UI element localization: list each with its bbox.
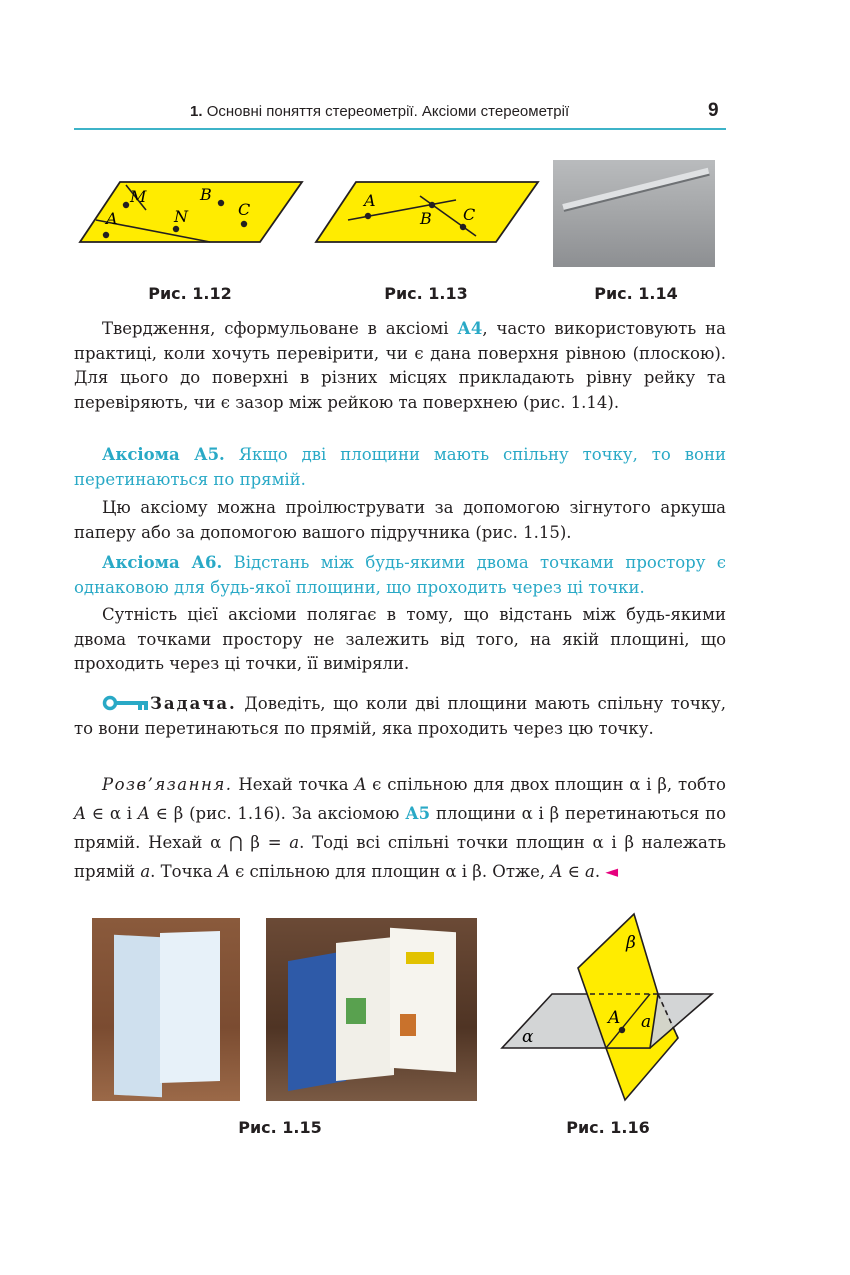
var-line-a-1: a: [289, 833, 300, 852]
solution-s3: ∈ α і: [85, 804, 138, 823]
figure-1-15-folder-photo: [92, 918, 240, 1101]
key-icon: [102, 695, 150, 711]
caption-fig-1-16: Рис. 1.16: [566, 1118, 650, 1137]
axiom-a6: [74, 551, 726, 600]
label-b: B: [200, 185, 212, 204]
var-a-point-4: A: [217, 862, 230, 881]
var-a-point-1: A: [354, 775, 367, 794]
caption-fig-1-13: Рис. 1.13: [384, 284, 468, 303]
var-a-point-2: A: [74, 804, 86, 823]
solution-s7: . Точка: [150, 862, 218, 881]
label-m: M: [130, 187, 147, 206]
label-b: B: [420, 209, 432, 228]
p1-text-1: Твердження, сформульоване в аксіомі: [102, 319, 458, 338]
page-number: 9: [708, 100, 719, 121]
point-a: [103, 232, 109, 238]
figure-1-12-diagram: [78, 180, 304, 246]
caption-fig-1-12: Рис. 1.12: [148, 284, 232, 303]
point-b: [218, 200, 224, 206]
task-text: Доведіть, що коли дві площини мають спільну точку, то вони перетинаються по прямій, яка проходить через цю точку.: [74, 694, 726, 738]
label-c: C: [463, 205, 476, 224]
solution-block: [74, 770, 726, 886]
label-line-a: a: [641, 1012, 652, 1032]
caption-fig-1-14: Рис. 1.14: [594, 284, 678, 303]
solution-s6: . Тоді всі спільні точки площин α і β належать прямій: [74, 833, 726, 881]
running-header: [190, 103, 630, 120]
solution-s8: є спільною для площин α і β. Отже,: [229, 862, 551, 881]
chapter-number: 1.: [190, 103, 203, 120]
solution-s5: площини α і β перетинаються по прямій. Нехай α ⋂ β =: [74, 804, 726, 852]
axiom-a5-name: Аксіома А5.: [102, 445, 225, 464]
label-point-a: A: [608, 1008, 621, 1028]
task-label: Задача.: [150, 694, 237, 713]
axiom-ref-a5: А5: [405, 804, 431, 823]
axiom-a6-text: Відстань між будь-якими двома точками простору є однаковою для будь-якої площини, що проходить через ці точки.: [74, 553, 727, 597]
var-line-a-2: a: [140, 862, 151, 881]
axiom-ref-a4: А4: [457, 319, 483, 338]
book-highlight: [406, 952, 434, 964]
figure-1-14-photo: [553, 160, 715, 267]
paragraph-essence: [74, 603, 726, 677]
label-c: C: [238, 200, 251, 219]
var-line-a-3: a: [585, 862, 595, 881]
end-of-solution-mark: ◄: [605, 862, 619, 881]
solution-s9: ∈: [562, 862, 586, 881]
var-a-point-3: A: [137, 804, 150, 823]
solution-s1: Нехай точка: [232, 775, 355, 794]
chapter-title: Основні поняття стереометрії. Аксіоми стереометрії: [206, 103, 570, 120]
label-a: A: [364, 191, 376, 210]
point-m: [123, 202, 129, 208]
folder-right-panel: [160, 931, 220, 1083]
p1-text-2: , часто використовують на практиці, коли хочуть перевірити, чи є дана поверхня рівною (плоскою). Для цього до поверхні в різних місцях прикладають рівну рейку та перевіряють, чи є зазор між рейкою та поверхнею (рис. 1.14).: [74, 319, 727, 412]
solution-s2: є спільною для двох площин α і β, тобто: [366, 775, 726, 794]
point-a: [365, 213, 371, 219]
task-block: [74, 692, 726, 741]
solution-s10: .: [594, 862, 601, 881]
axiom-a6-name: Аксіома А6.: [102, 553, 223, 572]
label-a: A: [106, 209, 118, 228]
paragraph-a4-practice: [74, 317, 726, 415]
axiom-a5: [74, 443, 726, 492]
figure-1-15-book-photo: [266, 918, 477, 1101]
solution-label: Розв’язання.: [102, 775, 233, 794]
book-illustration: [400, 1014, 416, 1036]
var-a-point-5: A: [550, 862, 563, 881]
label-beta: β: [626, 933, 636, 953]
book-page-right: [390, 928, 456, 1073]
rail-bar: [562, 168, 709, 210]
label-alpha: α: [522, 1027, 534, 1047]
caption-fig-1-15: Рис. 1.15: [238, 1118, 322, 1137]
figure-1-16-diagram: [500, 912, 715, 1102]
solution-s4: ∈ β (рис. 1.16). За аксіомою: [149, 804, 406, 823]
header-rule: [74, 128, 726, 130]
book-illustration: [346, 998, 366, 1024]
folder-left-panel: [114, 935, 162, 1098]
paragraph-illustration: [74, 496, 726, 545]
point-c: [241, 221, 247, 227]
figure-1-13-diagram: [314, 180, 540, 246]
p2-text: Цю аксіому можна проілюструвати за допомогою зігнутого аркуша паперу або за допомогою вашого підручника (рис. 1.15).: [74, 498, 726, 542]
point-n: [173, 226, 179, 232]
axiom-a5-text: Якщо дві площини мають спільну точку, то вони перетинаються по прямій.: [74, 445, 726, 489]
label-n: N: [174, 207, 188, 226]
point-c: [460, 224, 466, 230]
point-b: [429, 202, 435, 208]
p3-text: Сутність цієї аксіоми полягає в тому, що відстань між будь-якими двома точками простору не залежить від того, на якій площині, що проходить через ці точки, її виміряли.: [74, 605, 726, 673]
